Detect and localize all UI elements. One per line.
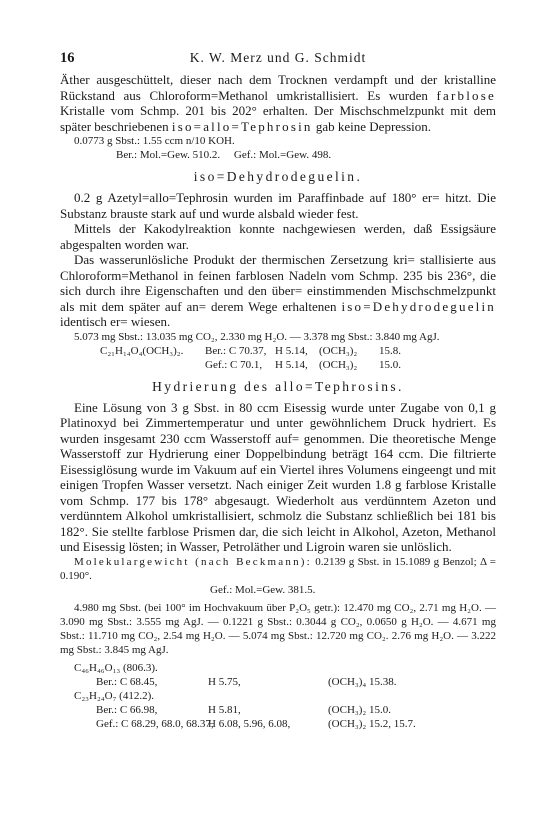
spaced-word: farblose (436, 87, 496, 103)
calc-cell: H 5.81, (208, 703, 241, 716)
calc-cell: Ber.: C 66.98, (96, 703, 158, 716)
analysis-line-2: Ber.: Mol.=Gew. 510.2. Gef.: Mol.=Gew. 498. (116, 149, 332, 161)
calc-cell: (OCH₃)₄ 15.38. (328, 675, 397, 688)
spaced-label: Molekulargewicht (nach Beckmann): (74, 555, 312, 568)
formula-1: C₄₆H₄₆O₁₃ (806.3). (74, 661, 158, 674)
calc-cell: (OCH₃)₂ (319, 344, 358, 357)
paragraph-5: Eine Lösung von 3 g Sbst. in 80 ccm Eisessig wurde unter Zugabe von 0,1 g Platinoxyd bei Zimmertemperatur und unter gewöhnlichem Druck hydriert. Es wurden insgesamt 230 ccm Wasserstoff auf= genommen. Die theoretische Menge Wasserstoff zur Hydrierung einer Doppelbindung beträgt 164 ccm. Die filtrierte Eisessiglösung wurde im Vakuum auf ein Viertel ihres Volumens eingeengt und mit einigen Tropfen Wasser versetzt. Nach einiger Zeit wurden 1.8 g farblose Kristalle vom Schmp. 177 bis 178° abgesaugt. Wiederholt aus verdünntem Azeton und verdünntem Alkohol umkristallisiert, schmolz die Substanz schließlich bei 181 bis 182°. Sie stellte farblose Prismen dar, die sich leicht in Alkohol, Azeton, Methanol und Eisessig lösten; in Wasser, Petroläther und Ligroin waren sie unlöslich. (60, 399, 496, 554)
calc-cell: H 6.08, 5.96, 6.08, (208, 717, 291, 730)
calc-cell: H 5.14, (275, 344, 308, 357)
calc-table-2a (96, 675, 496, 689)
page (60, 50, 496, 731)
calc-cell: 15.0. (379, 358, 401, 371)
molecular-weight (60, 555, 496, 583)
text-run: 0.2139 g Sbst. in 15.1089 g Benzol; Δ = 0.190°. (60, 555, 496, 582)
text-run: Das wasserunlösliche Produkt der thermischen Zersetzung kri= stallisierte aus Chloroform=Methanol in feinen farblosen Nadeln vom Schmp. 235 bis 236°, die sich durch ihre Eigenschaften und den über= einstimmenden Mischschmelzpunkt als mit dem später auf an= derem Wege erhaltenen (60, 252, 496, 314)
calc-cell: C₂₁H₁₄O₄(OCH₃)₂. (100, 344, 184, 357)
calc-cell: Ber.: C 70.37, (205, 344, 267, 357)
section-heading-1: iso=Dehydrodeguelin. (193, 169, 363, 184)
spaced-word: iso=allo=Tephrosin (171, 118, 313, 134)
calc-cell: H 5.75, (208, 675, 241, 688)
molecular-weight-result: Gef.: Mol.=Gew. 381.5. (210, 583, 316, 596)
calc-table-2b (96, 703, 496, 731)
analysis-paragraph-2: 4.980 mg Sbst. (bei 100° im Hochvakuum über P₂O₅ getr.): 12.470 mg CO₂, 2.71 mg H₂O. — 3.090 mg Sbst.: 3.555 mg AgJ. — 0.1221 g Sbst.: 0.3044 g CO₂, 0.0650 g H₂O. — 4.671 mg Sbst.: 11.710 mg CO₂, 2.54 mg H₂O. — 5.074 mg Sbst.: 12.720 mg CO₂. 2.76 mg H₂O. — 3.222 mg Sbst.: 3.845 mg AgJ. (60, 601, 496, 656)
analysis-paragraph-1: 5.073 mg Sbst.: 13.035 mg CO₂, 2.330 mg H₂O. — 3.378 mg Sbst.: 3.840 mg AgJ. (74, 330, 440, 343)
calc-cell: Ber.: C 68.45, (96, 675, 158, 688)
paragraph-3: Mittels der Kakodylreaktion konnte nachgewiesen werden, daß Essigsäure abgespalten worden war. (60, 221, 496, 252)
formula-2: C₂₃H₂₄O₇ (412.2). (74, 689, 154, 702)
page-number: 16 (60, 50, 75, 66)
text-run: gab keine Depression. (312, 118, 432, 134)
paragraph-1 (60, 72, 496, 134)
calc-cell: Gef.: C 70.1, (205, 358, 263, 371)
section-heading-2: Hydrierung des allo=Tephrosins. (152, 378, 404, 394)
paragraph-2: 0.2 g Azetyl=allo=Tephrosin wurden im Paraffinbade auf 180° er= hitzt. Die Substanz brauste stark auf und wurde alsbald wieder fest. (60, 190, 496, 221)
paragraph-4 (60, 252, 496, 330)
calc-cell: (OCH₃)₂ 15.0. (328, 703, 391, 716)
spaced-word: iso=Dehydrodeguelin (341, 298, 496, 314)
running-header (60, 50, 496, 72)
calc-cell: H 5.14, (275, 358, 308, 371)
running-title: K. W. Merz und G. Schmidt (189, 50, 367, 65)
text-run: Äther ausgeschüttelt, dieser nach dem Trocknen verdampft und der kristalline Rückstand aus Chloroform=Methanol umkristallisiert. Es wurden (60, 72, 496, 103)
calc-cell: (OCH₃)₂ 15.2, 15.7. (328, 717, 416, 730)
calc-cell (100, 358, 205, 372)
calc-cell: Gef.: C 68.29, 68.0, 68.37, (96, 717, 214, 730)
calc-cell: (OCH₃)₂ (319, 358, 358, 371)
analysis-line-1: 0.0773 g Sbst.: 1.55 ccm n/10 KOH. (74, 135, 235, 147)
text-run: identisch er= wiesen. (60, 314, 171, 329)
calc-table-1 (100, 344, 496, 372)
text-run: Kristalle vom Schmp. 201 bis 202° erhalten. Der Mischschmelzpunkt mit dem später beschriebenen (60, 103, 496, 134)
calc-cell: 15.8. (379, 344, 401, 357)
